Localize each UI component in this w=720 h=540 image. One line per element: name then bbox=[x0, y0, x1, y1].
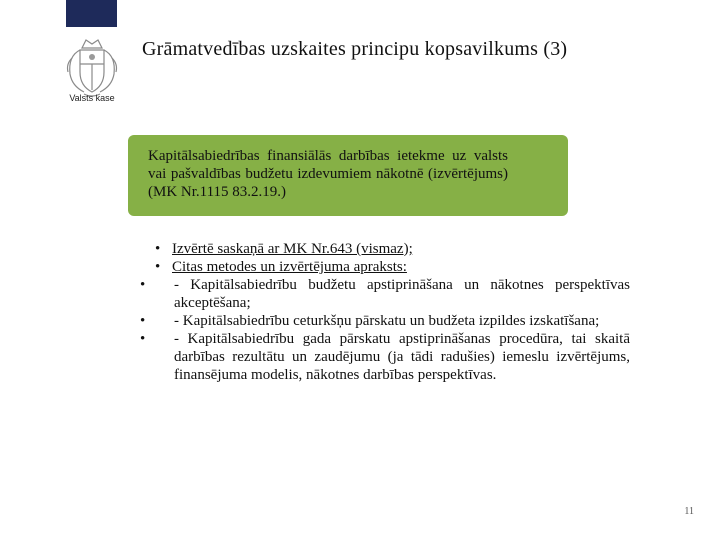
list-item-text: Izvērtē saskaņā ar MK Nr.643 (vismaz); bbox=[172, 241, 413, 257]
highlight-text: Kapitālsabiedrības finansiālās darbības ietekme uz valsts vai pašvaldības budžetu izdevumiem nākotnē (izvērtējums) (MK Nr.1115 83.2.19.) bbox=[148, 148, 508, 200]
bullet-icon: • bbox=[155, 259, 161, 275]
bullet-list bbox=[140, 240, 630, 384]
highlight-box bbox=[128, 135, 568, 216]
bullet-icon: • bbox=[140, 331, 146, 347]
list-item bbox=[140, 330, 630, 384]
brand-bar bbox=[66, 0, 117, 27]
list-item bbox=[140, 258, 630, 276]
page-title: Grāmatvedības uzskaites principu kopsavilkums (3) bbox=[142, 38, 568, 60]
list-item bbox=[140, 276, 630, 312]
bullet-icon: • bbox=[140, 277, 146, 293]
page-number: 11 bbox=[684, 506, 694, 517]
list-item-text: - Kapitālsabiedrību budžetu apstiprināšana un nākotnes perspektīvas akceptēšana; bbox=[174, 277, 630, 311]
list-item bbox=[140, 312, 630, 330]
logo-caption: Valsts kase bbox=[69, 93, 115, 103]
list-item-text: - Kapitālsabiedrību gada pārskatu apstiprināšanas procedūra, tai skaitā darbības rezultātu un zaudējumu (ja tādi radušies) iemeslu izvērtējums, finansējuma modelis, nākotnes darbības perspektīvas. bbox=[174, 331, 630, 383]
bullet-icon: • bbox=[155, 241, 161, 257]
list-item-text: Citas metodes un izvērtējuma apraksts: bbox=[172, 259, 407, 275]
bullet-icon: • bbox=[140, 313, 146, 329]
list-item bbox=[140, 240, 630, 258]
list-item-text: - Kapitālsabiedrību ceturkšņu pārskatu un budžeta izpildes izskatīšana; bbox=[174, 313, 600, 329]
